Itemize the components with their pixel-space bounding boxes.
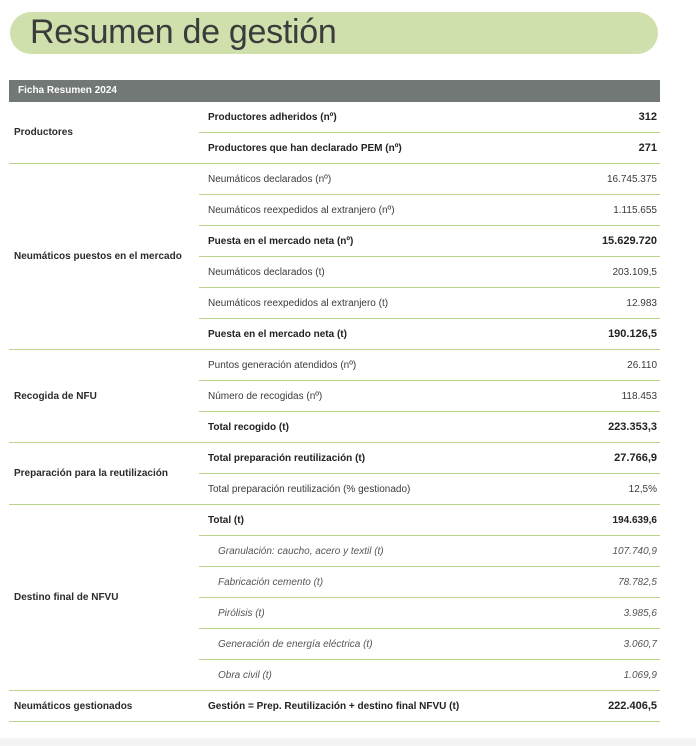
group-label: Neumáticos puestos en el mercado <box>14 251 182 262</box>
page-footer-strip <box>0 738 696 746</box>
page-title: Resumen de gestión <box>30 13 337 51</box>
table-row <box>199 256 660 287</box>
row-value: 12,5% <box>628 483 657 495</box>
table-row <box>199 597 660 628</box>
row-value: 223.353,3 <box>608 421 657 433</box>
table-group <box>9 443 660 505</box>
row-label: Neumáticos declarados (t) <box>208 266 325 278</box>
row-label: Pirólisis (t) <box>218 607 265 619</box>
table-header <box>9 80 660 102</box>
group-label: Productores <box>14 127 73 138</box>
table-row <box>199 318 660 349</box>
row-value: 78.782,5 <box>618 576 657 588</box>
row-label: Neumáticos reexpedidos al extranjero (nº) <box>208 204 395 216</box>
row-value: 190.126,5 <box>608 328 657 340</box>
table-group <box>9 505 660 691</box>
row-label: Total recogido (t) <box>208 421 289 433</box>
group-label: Recogida de NFU <box>14 390 97 402</box>
table-title: Ficha Resumen 2024 <box>18 85 117 96</box>
table-row <box>199 380 660 411</box>
row-label: Puesta en el mercado neta (nº) <box>208 235 354 247</box>
row-value: 12.983 <box>626 297 657 309</box>
row-label: Total (t) <box>208 514 244 526</box>
table-group <box>9 164 660 350</box>
row-label: Neumáticos reexpedidos al extranjero (t) <box>208 297 389 309</box>
row-value: 26.110 <box>627 359 657 371</box>
group-rows <box>199 505 660 690</box>
row-value: 27.766,9 <box>614 452 657 464</box>
row-label: Neumáticos declarados (nº) <box>208 173 332 185</box>
group-rows <box>199 350 660 442</box>
row-label: Gestión = Prep. Reutilización + destino final NFVU (t) <box>208 700 460 712</box>
table-row <box>199 505 660 535</box>
row-label: Generación de energía eléctrica (t) <box>218 638 373 650</box>
table-row <box>199 287 660 318</box>
row-value: 1.069,9 <box>623 669 657 681</box>
row-label: Granulación: caucho, acero y textil (t) <box>218 545 384 557</box>
table-row <box>199 225 660 256</box>
table-group <box>9 691 660 722</box>
row-label: Productores que han declarado PEM (nº) <box>208 142 402 154</box>
group-label: Neumáticos gestionados <box>14 700 133 712</box>
row-value: 118.453 <box>621 390 657 402</box>
row-value: 194.639,6 <box>612 514 657 526</box>
row-label: Total preparación reutilización (% gestionado) <box>208 483 411 495</box>
row-label: Obra civil (t) <box>218 669 272 681</box>
row-value: 312 <box>638 111 657 123</box>
row-label: Total preparación reutilización (t) <box>208 452 366 464</box>
row-value: 222.406,5 <box>608 700 657 712</box>
group-label: Preparación para la reutilización <box>14 468 168 479</box>
row-value: 16.745.375 <box>606 173 657 185</box>
table-group <box>9 350 660 443</box>
table-group <box>9 102 660 164</box>
group-label: Destino final de NFVU <box>14 592 119 603</box>
row-label: Puntos generación atendidos (nº) <box>208 359 357 371</box>
row-value: 3.985,6 <box>623 607 657 619</box>
row-value: 107.740,9 <box>612 545 657 557</box>
table-row <box>199 443 660 473</box>
table-row <box>199 659 660 690</box>
row-label: Puesta en el mercado neta (t) <box>208 328 347 340</box>
row-label: Número de recogidas (nº) <box>208 390 323 402</box>
table-row <box>199 566 660 597</box>
table-row <box>199 411 660 442</box>
row-value: 15.629.720 <box>601 235 657 247</box>
row-label: Productores adheridos (nº) <box>208 111 337 123</box>
table-row <box>199 102 660 132</box>
table-row <box>199 691 660 721</box>
row-label: Fabricación cemento (t) <box>218 576 324 588</box>
row-value: 3.060,7 <box>623 638 657 650</box>
table-row <box>199 194 660 225</box>
table-row <box>199 473 660 504</box>
summary-table <box>9 102 660 722</box>
table-row <box>199 535 660 566</box>
table-row <box>199 628 660 659</box>
table-row <box>199 350 660 380</box>
row-value: 271 <box>638 142 657 154</box>
table-row <box>199 164 660 194</box>
group-rows <box>199 164 660 349</box>
group-rows <box>199 443 660 504</box>
table-row <box>199 132 660 163</box>
row-value: 203.109,5 <box>612 266 657 278</box>
group-rows <box>199 691 660 721</box>
row-value: 1.115.655 <box>613 204 657 216</box>
group-rows <box>199 102 660 163</box>
